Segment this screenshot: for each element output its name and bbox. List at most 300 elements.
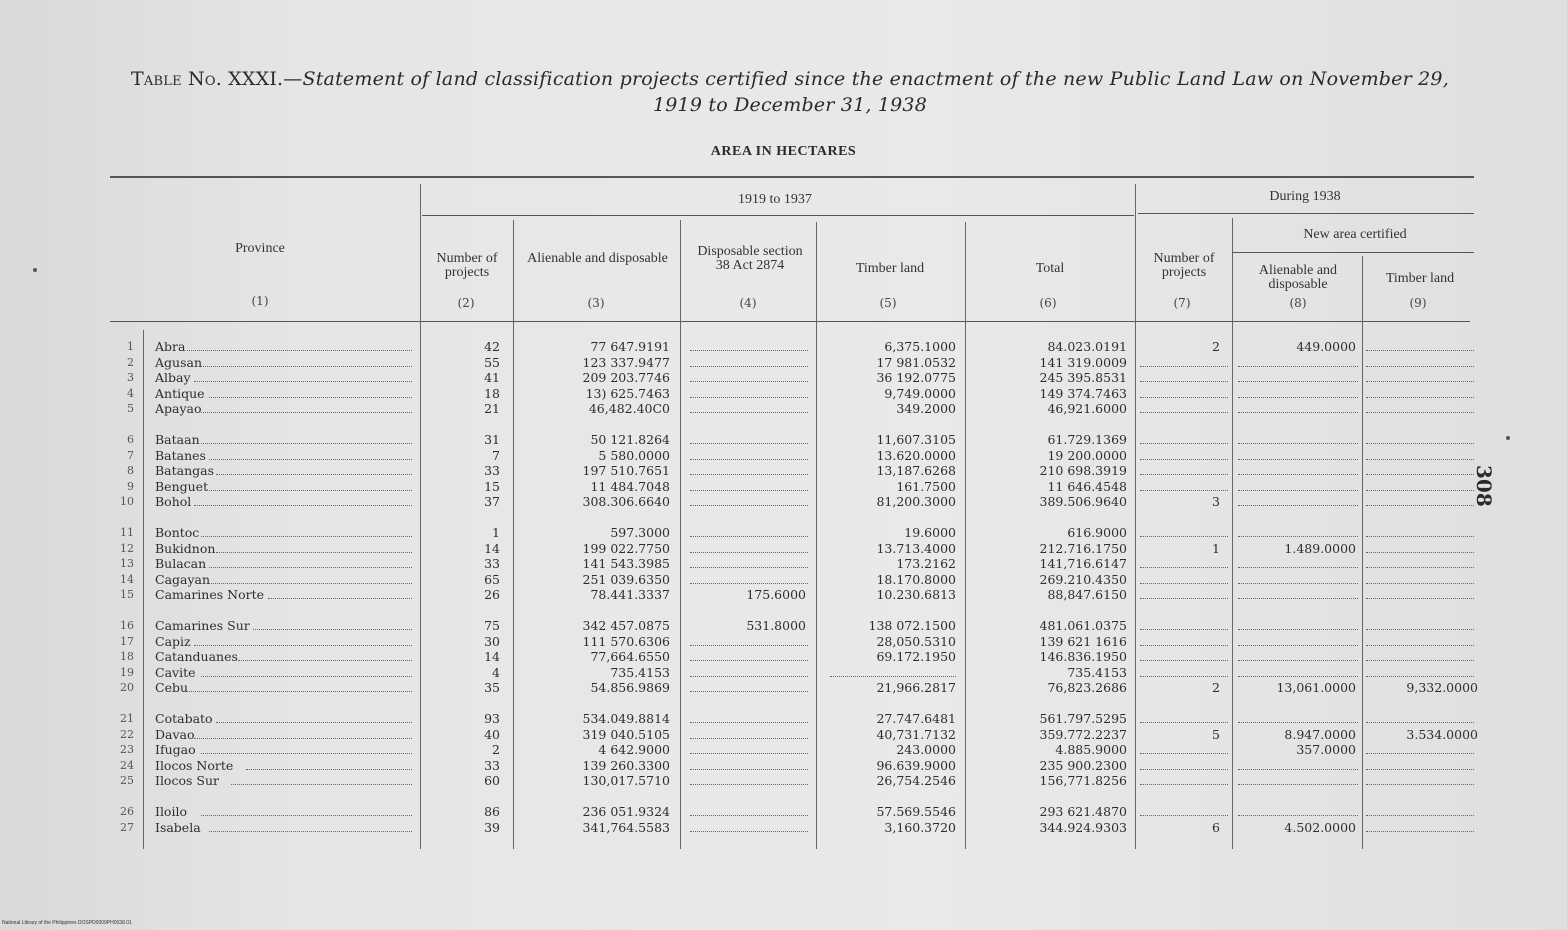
cell-alienable: 199 022.7750 [582,540,670,556]
empty-dots [1366,505,1474,506]
col-divider [1135,184,1136,849]
page-number: 308 [1472,465,1496,507]
cell-num-projects-1938: 3 [1212,494,1220,510]
cell-alienable: 13) 625.7463 [585,385,670,401]
row-number: 5 [127,402,134,416]
cell-total: 139 621 1616 [1039,633,1127,649]
empty-dots [1140,660,1228,661]
cell-total: 210 698.3919 [1039,463,1127,479]
scan-speck [33,268,37,272]
cell-timber: 96.639.9000 [876,757,956,773]
cell-alienable: 111 570.6306 [582,633,670,649]
cell-alienable: 341,764.5583 [582,819,670,835]
empty-dots [1140,629,1228,630]
leader-dots [246,769,412,770]
col-divider [680,220,681,849]
cell-num-projects: 7 [492,447,500,463]
province-name: Bohol [155,494,192,510]
leader-dots [201,536,412,537]
empty-dots [1366,583,1474,584]
leader-dots [209,567,412,568]
header-alienable: Alienable and disposable [527,251,668,266]
group-rule-1919 [422,215,1134,216]
empty-dots [1140,676,1228,677]
empty-dots [830,676,956,677]
group-rule-1938 [1138,213,1474,214]
cell-total: 245 395.8531 [1039,370,1127,386]
province-name: Camarines Norte [155,587,264,603]
empty-dots [690,397,808,398]
leader-dots [209,490,412,491]
province-name: Cavite [155,664,196,680]
cell-alienable: 54.856.9869 [590,680,670,696]
header-disposable-section: Disposable section 38 Act 2874 [697,244,803,273]
row-number: 12 [120,541,134,555]
cell-timber: 27.747.6481 [876,711,956,726]
col-number: (2) [457,296,475,310]
empty-dots [1238,505,1358,506]
leader-dots [201,412,412,413]
province-name: Abra [155,339,186,354]
empty-dots [1140,784,1228,785]
empty-dots [690,769,808,770]
empty-dots [690,645,808,646]
empty-dots [1140,722,1228,723]
cell-timber: 18.170.8000 [876,571,956,587]
cell-timber: 57.569.5546 [876,804,956,819]
cell-total: 141,716.6147 [1039,556,1127,572]
cell-alienable: 77 647.9191 [590,339,670,354]
cell-timber: 21,966.2817 [876,680,956,696]
cell-timber: 13,187.6268 [876,463,956,479]
empty-dots [1238,443,1358,444]
row-number: 4 [127,386,134,400]
empty-dots [1366,831,1474,832]
leader-dots [194,645,412,646]
empty-dots [690,350,808,351]
empty-dots [1238,474,1358,475]
cell-alienable: 78.441.3337 [590,587,670,603]
cell-timber: 81,200.3000 [876,494,956,510]
header-during-1938: During 1938 [1269,189,1341,204]
cell-total: 46,921.6000 [1047,401,1127,417]
row-number: 10 [120,495,134,509]
leader-dots [201,815,412,816]
row-number: 11 [120,526,134,539]
col-divider [965,222,966,849]
cell-total: 481.061.0375 [1039,618,1127,633]
province-name: Capiz [155,633,191,649]
cell-timber: 3,160.3720 [884,819,956,835]
empty-dots [1366,381,1474,382]
cell-num-projects-1938: 1 [1212,540,1220,556]
empty-dots [1140,769,1228,770]
province-name: Cotabato [155,711,213,726]
header-total: Total [1035,261,1065,276]
cell-num-projects: 33 [484,556,500,572]
empty-dots [690,660,808,661]
cell-timber: 173.2162 [896,556,956,572]
cell-num-projects-1938: 2 [1212,680,1220,696]
cell-num-projects: 41 [484,370,500,386]
cell-timber: 26,754.2546 [876,773,956,789]
table-top-rule [110,176,1474,178]
empty-dots [1140,598,1228,599]
empty-dots [1140,567,1228,568]
empty-dots [1238,397,1358,398]
empty-dots [690,738,808,739]
province-name: Bukidnon [155,540,216,556]
cell-num-projects-1938: 5 [1212,726,1220,742]
cell-alienable-1938: 1.489.0000 [1284,540,1356,556]
col-divider [1232,218,1233,849]
cell-total: 235 900.2300 [1039,757,1127,773]
empty-dots [690,552,808,553]
province-name: Bontoc [155,525,200,540]
col-divider [420,184,421,849]
cell-timber: 69.172.1950 [876,649,956,665]
cell-num-projects: 60 [484,773,500,789]
cell-num-projects: 35 [484,680,500,696]
row-number: 17 [120,634,134,648]
cell-total: 344.924.9303 [1039,819,1127,835]
leader-dots [194,381,412,382]
leader-dots [253,629,412,630]
empty-dots [690,366,808,367]
leader-dots [201,366,412,367]
cell-alienable: 236 051.9324 [582,804,670,819]
cell-num-projects: 65 [484,571,500,587]
cell-alienable: 50 121.8264 [590,432,670,447]
empty-dots [1140,412,1228,413]
row-number: 20 [120,681,134,695]
empty-dots [690,474,808,475]
cell-alienable: 534.049.8814 [582,711,670,726]
cell-timber: 9,749.0000 [884,385,956,401]
cell-alienable: 342 457.0875 [582,618,670,633]
row-number-divider [143,330,144,849]
cell-num-projects: 86 [484,804,500,819]
row-number: 22 [120,727,134,741]
cell-timber: 161.7500 [896,478,956,494]
col-number: (7) [1173,296,1191,310]
empty-dots [1366,769,1474,770]
province-name: Batanes [155,447,206,463]
empty-dots [1366,490,1474,491]
cell-total: 149 374.7463 [1039,385,1127,401]
empty-dots [1140,459,1228,460]
leader-dots [201,443,412,444]
leader-dots [209,459,412,460]
empty-dots [690,567,808,568]
cell-num-projects: 18 [484,385,500,401]
cell-num-projects: 21 [484,401,500,417]
empty-dots [690,753,808,754]
empty-dots [1366,660,1474,661]
empty-dots [1238,769,1358,770]
cell-timber: 17 981.0532 [876,354,956,370]
row-number: 2 [127,355,134,369]
empty-dots [690,784,808,785]
leader-dots [209,397,412,398]
cell-total: 735.4153 [1067,664,1127,680]
empty-dots [1238,536,1358,537]
empty-dots [690,722,808,723]
cell-alienable-1938: 449.0000 [1296,339,1356,354]
province-name: Ilocos Norte [155,757,234,773]
empty-dots [1238,598,1358,599]
col-number: (9) [1409,296,1427,310]
empty-dots [1238,412,1358,413]
province-name: Albay [155,370,191,386]
cell-total: 212.716.1750 [1039,540,1127,556]
col-number: (8) [1289,296,1307,310]
empty-dots [1366,753,1474,754]
cell-alienable: 735.4153 [610,664,670,680]
row-number: 25 [120,774,134,788]
cell-total: 84.023.0191 [1047,339,1127,354]
cell-disposable-section: 175.6000 [746,587,806,603]
cell-alienable: 197 510.7651 [582,463,670,479]
cell-num-projects: 75 [484,618,500,633]
empty-dots [1366,366,1474,367]
cell-timber: 36 192.0775 [876,370,956,386]
empty-dots [1366,474,1474,475]
cell-alienable-1938: 8.947.0000 [1284,726,1356,742]
header-timber-1938: Timber land [1385,271,1455,286]
empty-dots [1366,598,1474,599]
new-area-rule [1232,252,1474,253]
leader-dots [216,474,412,475]
cell-alienable: 11 484.7048 [590,478,670,494]
cell-alienable: 319 040.5105 [582,726,670,742]
empty-dots [1238,567,1358,568]
cell-total: 61.729.1369 [1047,432,1127,447]
empty-dots [1140,474,1228,475]
leader-dots [231,784,412,785]
col-number: (3) [587,296,605,310]
province-name: Benguet [155,478,209,494]
empty-dots [1366,397,1474,398]
table-title-lead: Table No. XXXI. [131,68,284,90]
cell-alienable: 5 580.0000 [598,447,670,463]
leader-dots [187,350,412,351]
cell-num-projects-1938: 2 [1212,339,1220,354]
row-number: 19 [120,665,134,679]
cell-total: 76,823.2686 [1047,680,1127,696]
cell-num-projects: 31 [484,432,500,447]
cell-total: 156,771.8256 [1039,773,1127,789]
cell-timber: 11,607.3105 [876,432,956,447]
cell-timber: 13.713.4000 [876,540,956,556]
cell-total: 88,847.6150 [1047,587,1127,603]
header-new-area: New area certified [1303,227,1407,242]
empty-dots [690,676,808,677]
empty-dots [1140,443,1228,444]
empty-dots [690,583,808,584]
cell-total: 269.210.4350 [1039,571,1127,587]
table-title-text: —Statement of land classification projects certified since the enactment of the new Public Land Law on November 29, 1919 to December 31, 1938 [283,68,1449,116]
province-name: Iloilo [155,804,187,819]
empty-dots [1238,784,1358,785]
cell-total: 19 200.0000 [1047,447,1127,463]
empty-dots [1366,350,1474,351]
empty-dots [690,490,808,491]
leader-dots [194,505,412,506]
leader-dots [201,676,412,677]
empty-dots [1366,567,1474,568]
cell-alienable-1938: 13,061.0000 [1276,680,1356,696]
empty-dots [1366,722,1474,723]
row-number: 24 [120,758,134,772]
cell-num-projects: 55 [484,354,500,370]
header-num-projects-1938: Number of projects [1153,251,1215,280]
province-name: Antique [155,385,205,401]
row-number: 16 [120,619,134,632]
empty-dots [1238,660,1358,661]
province-name: Ilocos Sur [155,773,219,789]
row-number: 9 [127,479,134,493]
empty-dots [1366,459,1474,460]
cell-total: 389.506.9640 [1039,494,1127,510]
empty-dots [1140,583,1228,584]
cell-alienable: 141 543.3985 [582,556,670,572]
row-number: 3 [127,371,134,385]
empty-dots [1140,490,1228,491]
province-name: Batangas [155,463,215,479]
row-number: 15 [120,588,134,602]
province-name: Catanduanes [155,649,238,665]
province-name: Cebu [155,680,189,696]
cell-num-projects: 1 [492,525,500,540]
cell-timber: 349.2000 [896,401,956,417]
empty-dots [1238,490,1358,491]
cell-timber-1938: 3.534.0000 [1406,726,1478,742]
cell-alienable: 597.3000 [610,525,670,540]
cell-alienable: 308.306.6640 [582,494,670,510]
col-number: (4) [739,296,757,310]
row-number: 13 [120,557,134,571]
col-number: (1) [251,294,269,308]
empty-dots [1366,784,1474,785]
empty-dots [1140,381,1228,382]
leader-dots [187,691,412,692]
leader-dots [238,660,412,661]
empty-dots [1238,366,1358,367]
cell-timber: 28,050.5310 [876,633,956,649]
footer-credit: National Library of the Philippines DOSPD0009PH0038.01 [2,920,132,926]
leader-dots [209,583,412,584]
empty-dots [690,443,808,444]
row-number: 27 [120,820,134,834]
cell-timber: 19.6000 [904,525,956,540]
cell-num-projects: 14 [484,540,500,556]
leader-dots [268,598,412,599]
empty-dots [1140,815,1228,816]
empty-dots [1238,815,1358,816]
cell-num-projects: 2 [492,742,500,758]
scan-speck [1506,436,1510,440]
cell-timber: 13.620.0000 [876,447,956,463]
empty-dots [1140,645,1228,646]
row-number: 1 [127,340,134,353]
cell-alienable-1938: 4.502.0000 [1284,819,1356,835]
province-name: Camarines Sur [155,618,250,633]
cell-total: 293 621.4870 [1039,804,1127,819]
cell-num-projects-1938: 6 [1212,819,1220,835]
empty-dots [1238,629,1358,630]
empty-dots [1366,676,1474,677]
cell-num-projects: 14 [484,649,500,665]
row-number: 21 [120,712,134,725]
empty-dots [1238,381,1358,382]
row-number: 26 [120,805,134,818]
empty-dots [1238,722,1358,723]
header-alienable-1938: Alienable and disposable [1258,263,1338,292]
province-name: Cagayan [155,571,211,587]
col-divider [816,222,817,849]
empty-dots [1366,645,1474,646]
empty-dots [1238,583,1358,584]
empty-dots [1366,443,1474,444]
header-num-projects: Number of projects [436,251,498,280]
empty-dots [1366,412,1474,413]
cell-num-projects: 39 [484,819,500,835]
cell-num-projects: 37 [484,494,500,510]
leader-dots [216,552,412,553]
col-number: (6) [1039,296,1057,310]
empty-dots [690,381,808,382]
table-subtitle: AREA IN HECTARES [710,144,857,159]
cell-timber: 10.230.6813 [876,587,956,603]
cell-alienable: 251 039.6350 [582,571,670,587]
province-name: Isabela [155,819,201,835]
province-name: Bulacan [155,556,207,572]
province-name: Bataan [155,432,200,447]
empty-dots [1366,552,1474,553]
cell-total: 141 319.0009 [1039,354,1127,370]
empty-dots [690,831,808,832]
cell-num-projects: 15 [484,478,500,494]
cell-timber: 40,731.7132 [876,726,956,742]
cell-total: 616.9000 [1067,525,1127,540]
leader-dots [216,722,412,723]
empty-dots [690,691,808,692]
cell-num-projects: 4 [492,664,500,680]
empty-dots [1366,536,1474,537]
cell-num-projects: 26 [484,587,500,603]
cell-alienable: 139 260.3300 [582,757,670,773]
cell-num-projects: 93 [484,711,500,726]
empty-dots [1238,676,1358,677]
leader-dots [209,831,412,832]
empty-dots [690,505,808,506]
header-timber: Timber land [855,261,925,276]
row-number: 7 [127,448,134,462]
row-number: 8 [127,464,134,478]
empty-dots [1366,629,1474,630]
cell-total: 11 646.4548 [1047,478,1127,494]
row-number: 18 [120,650,134,664]
cell-num-projects: 42 [484,339,500,354]
leader-dots [194,738,412,739]
empty-dots [1140,536,1228,537]
cell-alienable: 209 203.7746 [582,370,670,386]
cell-timber-1938: 9,332.0000 [1406,680,1478,696]
empty-dots [690,459,808,460]
empty-dots [1366,815,1474,816]
cell-timber: 243.0000 [896,742,956,758]
